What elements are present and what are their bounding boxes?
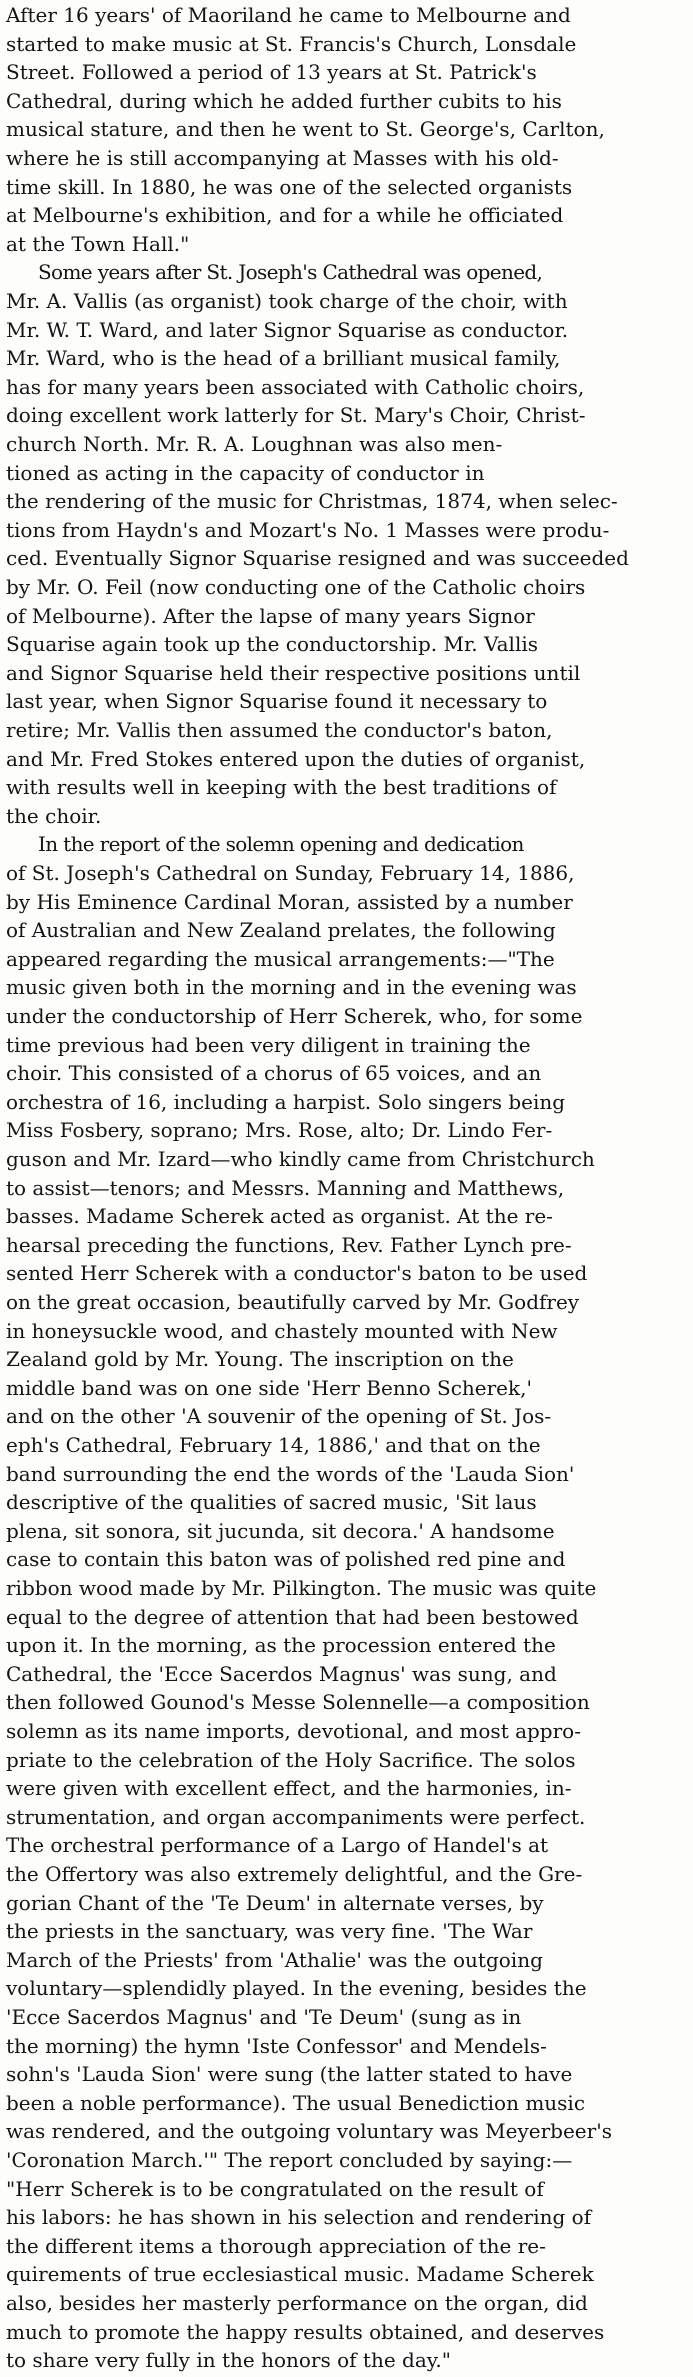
text-line: by Mr. O. Feil (now conducting one of the Catholic choirs bbox=[6, 575, 586, 599]
text-line: to assist—tenors; and Messrs. Manning and Matthews, bbox=[6, 1175, 565, 1200]
text-line: Some years after St. Joseph's Cathedral was opened, bbox=[38, 260, 543, 285]
text-line: choir. This consisted of a chorus of 65 voices, and an bbox=[6, 1061, 542, 1086]
text-line: Cathedral, the 'Ecce Sacerdos Magnus' was sung, and bbox=[6, 1661, 557, 1686]
text-line: tions from Haydn's and Mozart's No. 1 Masses were produ- bbox=[6, 517, 610, 542]
text-line: the morning) the hymn 'Iste Confessor' and Mendels- bbox=[6, 2033, 547, 2058]
text-line: and Mr. Fred Stokes entered upon the duties of organist, bbox=[6, 746, 586, 771]
text-line: In the report of the solemn opening and dedication bbox=[38, 832, 524, 857]
text-line: at the Town Hall." bbox=[6, 231, 190, 256]
text-line: under the conductorship of Herr Scherek, who, for some bbox=[6, 1004, 583, 1028]
text-line: "Herr Scherek is to be congratulated on the result of bbox=[6, 2176, 544, 2201]
text-line: the choir. bbox=[6, 803, 102, 828]
text-line: last year, when Signor Squarise found it necessary to bbox=[6, 689, 548, 714]
text-line: basses. Madame Scherek acted as organist. At the re- bbox=[6, 1204, 553, 1229]
text-line: upon it. In the morning, as the procession entered the bbox=[6, 1633, 556, 1658]
text-line: Mr. Ward, who is the head of a brilliant musical family, bbox=[6, 346, 561, 371]
text-line: middle band was on one side 'Herr Benno Scherek,' bbox=[6, 1375, 532, 1400]
text-line: March of the Priests' from 'Athalie' was the outgoing bbox=[6, 1947, 543, 1972]
text-line: has for many years been associated with Catholic choirs, bbox=[6, 374, 585, 399]
text-line: much to promote the happy results obtained, and deserves bbox=[6, 2319, 605, 2344]
text-line: strumentation, and organ accompaniments were perfect. bbox=[6, 1804, 586, 1829]
text-line: at Melbourne's exhibition, and for a while he officiated bbox=[6, 203, 564, 228]
text-line: the different items a thorough appreciation of the re- bbox=[6, 2233, 546, 2258]
text-line: tioned as acting in the capacity of conductor in bbox=[6, 460, 485, 485]
text-line: orchestra of 16, including a harpist. Solo singers being bbox=[6, 1089, 566, 1114]
text-line: Miss Fosbery, soprano; Mrs. Rose, alto; Dr. Lindo Fer- bbox=[6, 1118, 553, 1143]
text-line: and Signor Squarise held their respective positions until bbox=[6, 660, 581, 685]
text-line: guson and Mr. Izard—who kindly came from Christchurch bbox=[6, 1147, 595, 1171]
text-line: gorian Chant of the 'Te Deum' in alternate verses, by bbox=[6, 1890, 544, 1915]
text-line: Street. Followed a period of 13 years at St. Patrick's bbox=[6, 60, 537, 85]
text-line: started to make music at St. Francis's Church, Lonsdale bbox=[6, 31, 577, 56]
text-line: to share very fully in the honors of the day." bbox=[6, 2348, 451, 2373]
text-line: of Australian and New Zealand prelates, the following bbox=[6, 918, 556, 943]
text-line: quirements of true ecclesiastical music. Madame Scherek bbox=[6, 2262, 594, 2287]
text-line: of St. Joseph's Cathedral on Sunday, February 14, 1886, bbox=[6, 861, 575, 885]
text-line: After 16 years' of Maoriland he came to Melbourne and bbox=[6, 3, 571, 27]
text-line: time previous had been very diligent in training the bbox=[6, 1032, 531, 1057]
text-line: solemn as its name imports, devotional, and most appro- bbox=[6, 1719, 581, 1743]
text-line: band surrounding the end the words of the 'Lauda Sion' bbox=[6, 1461, 575, 1486]
text-line: plena, sit sonora, sit jucunda, sit decora.' A handsome bbox=[6, 1518, 555, 1543]
text-line: were given with excellent effect, and the harmonies, in- bbox=[6, 1776, 572, 1801]
text-line: musical stature, and then he went to St. George's, Carlton, bbox=[6, 117, 605, 142]
text-line: with results well in keeping with the best traditions of bbox=[6, 775, 557, 800]
text-line: by His Eminence Cardinal Moran, assisted by a number bbox=[6, 889, 573, 914]
text-line: then followed Gounod's Messe Solennelle—a composition bbox=[6, 1690, 590, 1715]
text-line: priate to the celebration of the Holy Sacrifice. The solos bbox=[6, 1747, 576, 1772]
text-line: The orchestral performance of a Largo of Handel's at bbox=[6, 1833, 549, 1858]
text-line: the priests in the sanctuary, was very fine. 'The War bbox=[6, 1919, 533, 1944]
text-line: of Melbourne). After the lapse of many years Signor bbox=[6, 603, 535, 628]
text-line: the rendering of the music for Christmas, 1874, when selec- bbox=[6, 489, 618, 514]
text-line: case to contain this baton was of polished red pine and bbox=[6, 1547, 566, 1572]
text-line: music given both in the morning and in the evening was bbox=[6, 975, 577, 1000]
text-line: 'Coronation March.'" The report concluded by saying:— bbox=[6, 2148, 573, 2172]
text-line: and on the other 'A souvenir of the opening of St. Jos- bbox=[6, 1404, 552, 1429]
text-line: eph's Cathedral, February 14, 1886,' and that on the bbox=[6, 1433, 541, 1457]
text-line: doing excellent work latterly for St. Mary's Choir, Christ- bbox=[6, 403, 586, 428]
text-line: the Offertory was also extremely delightful, and the Gre- bbox=[6, 1862, 583, 1886]
text-line: hearsal preceding the functions, Rev. Father Lynch pre- bbox=[6, 1232, 572, 1257]
text-line: church North. Mr. R. A. Loughnan was also men- bbox=[6, 432, 503, 456]
text-line: ced. Eventually Signor Squarise resigned and was succeeded bbox=[6, 546, 629, 571]
text-line: been a noble performance). The usual Benediction music bbox=[6, 2090, 586, 2115]
text-line: was rendered, and the outgoing voluntary was Meyerbeer's bbox=[6, 2119, 612, 2144]
text-line: appeared regarding the musical arrangements:—"The bbox=[6, 946, 555, 971]
text-line: Mr. A. Vallis (as organist) took charge of the choir, with bbox=[6, 289, 568, 313]
text-line: sented Herr Scherek with a conductor's baton to be used bbox=[6, 1261, 588, 1286]
text-line: descriptive of the qualities of sacred music, 'Sit laus bbox=[6, 1490, 537, 1515]
text-line: retire; Mr. Vallis then assumed the conductor's baton, bbox=[6, 718, 553, 742]
text-line: in honeysuckle wood, and chastely mounted with New bbox=[6, 1318, 558, 1343]
text-line: his labors: he has shown in his selection and rendering of bbox=[6, 2205, 592, 2230]
text-line: Cathedral, during which he added further cubits to his bbox=[6, 88, 562, 113]
text-line: time skill. In 1880, he was one of the selected organists bbox=[6, 174, 573, 199]
text-line: also, besides her masterly performance on the organ, did bbox=[6, 2291, 588, 2315]
text-line: where he is still accompanying at Masses with his old- bbox=[6, 146, 559, 170]
text-line: equal to the degree of attention that had been bestowed bbox=[6, 1604, 579, 1629]
text-line: ribbon wood made by Mr. Pilkington. The music was quite bbox=[6, 1576, 597, 1600]
text-line: Mr. W. T. Ward, and later Signor Squarise as conductor. bbox=[6, 317, 569, 342]
text-line: 'Ecce Sacerdos Magnus' and 'Te Deum' (sung as in bbox=[6, 2005, 522, 2029]
text-line: Squarise again took up the conductorship. Mr. Vallis bbox=[6, 632, 539, 657]
text-line: voluntary—splendidly played. In the evening, besides the bbox=[6, 1976, 587, 2001]
text-line: on the great occasion, beautifully carved by Mr. Godfrey bbox=[6, 1290, 580, 1314]
text-line: Zealand gold by Mr. Young. The inscription on the bbox=[6, 1347, 514, 1372]
text-line: sohn's 'Lauda Sion' were sung (the latter stated to have bbox=[6, 2062, 573, 2087]
